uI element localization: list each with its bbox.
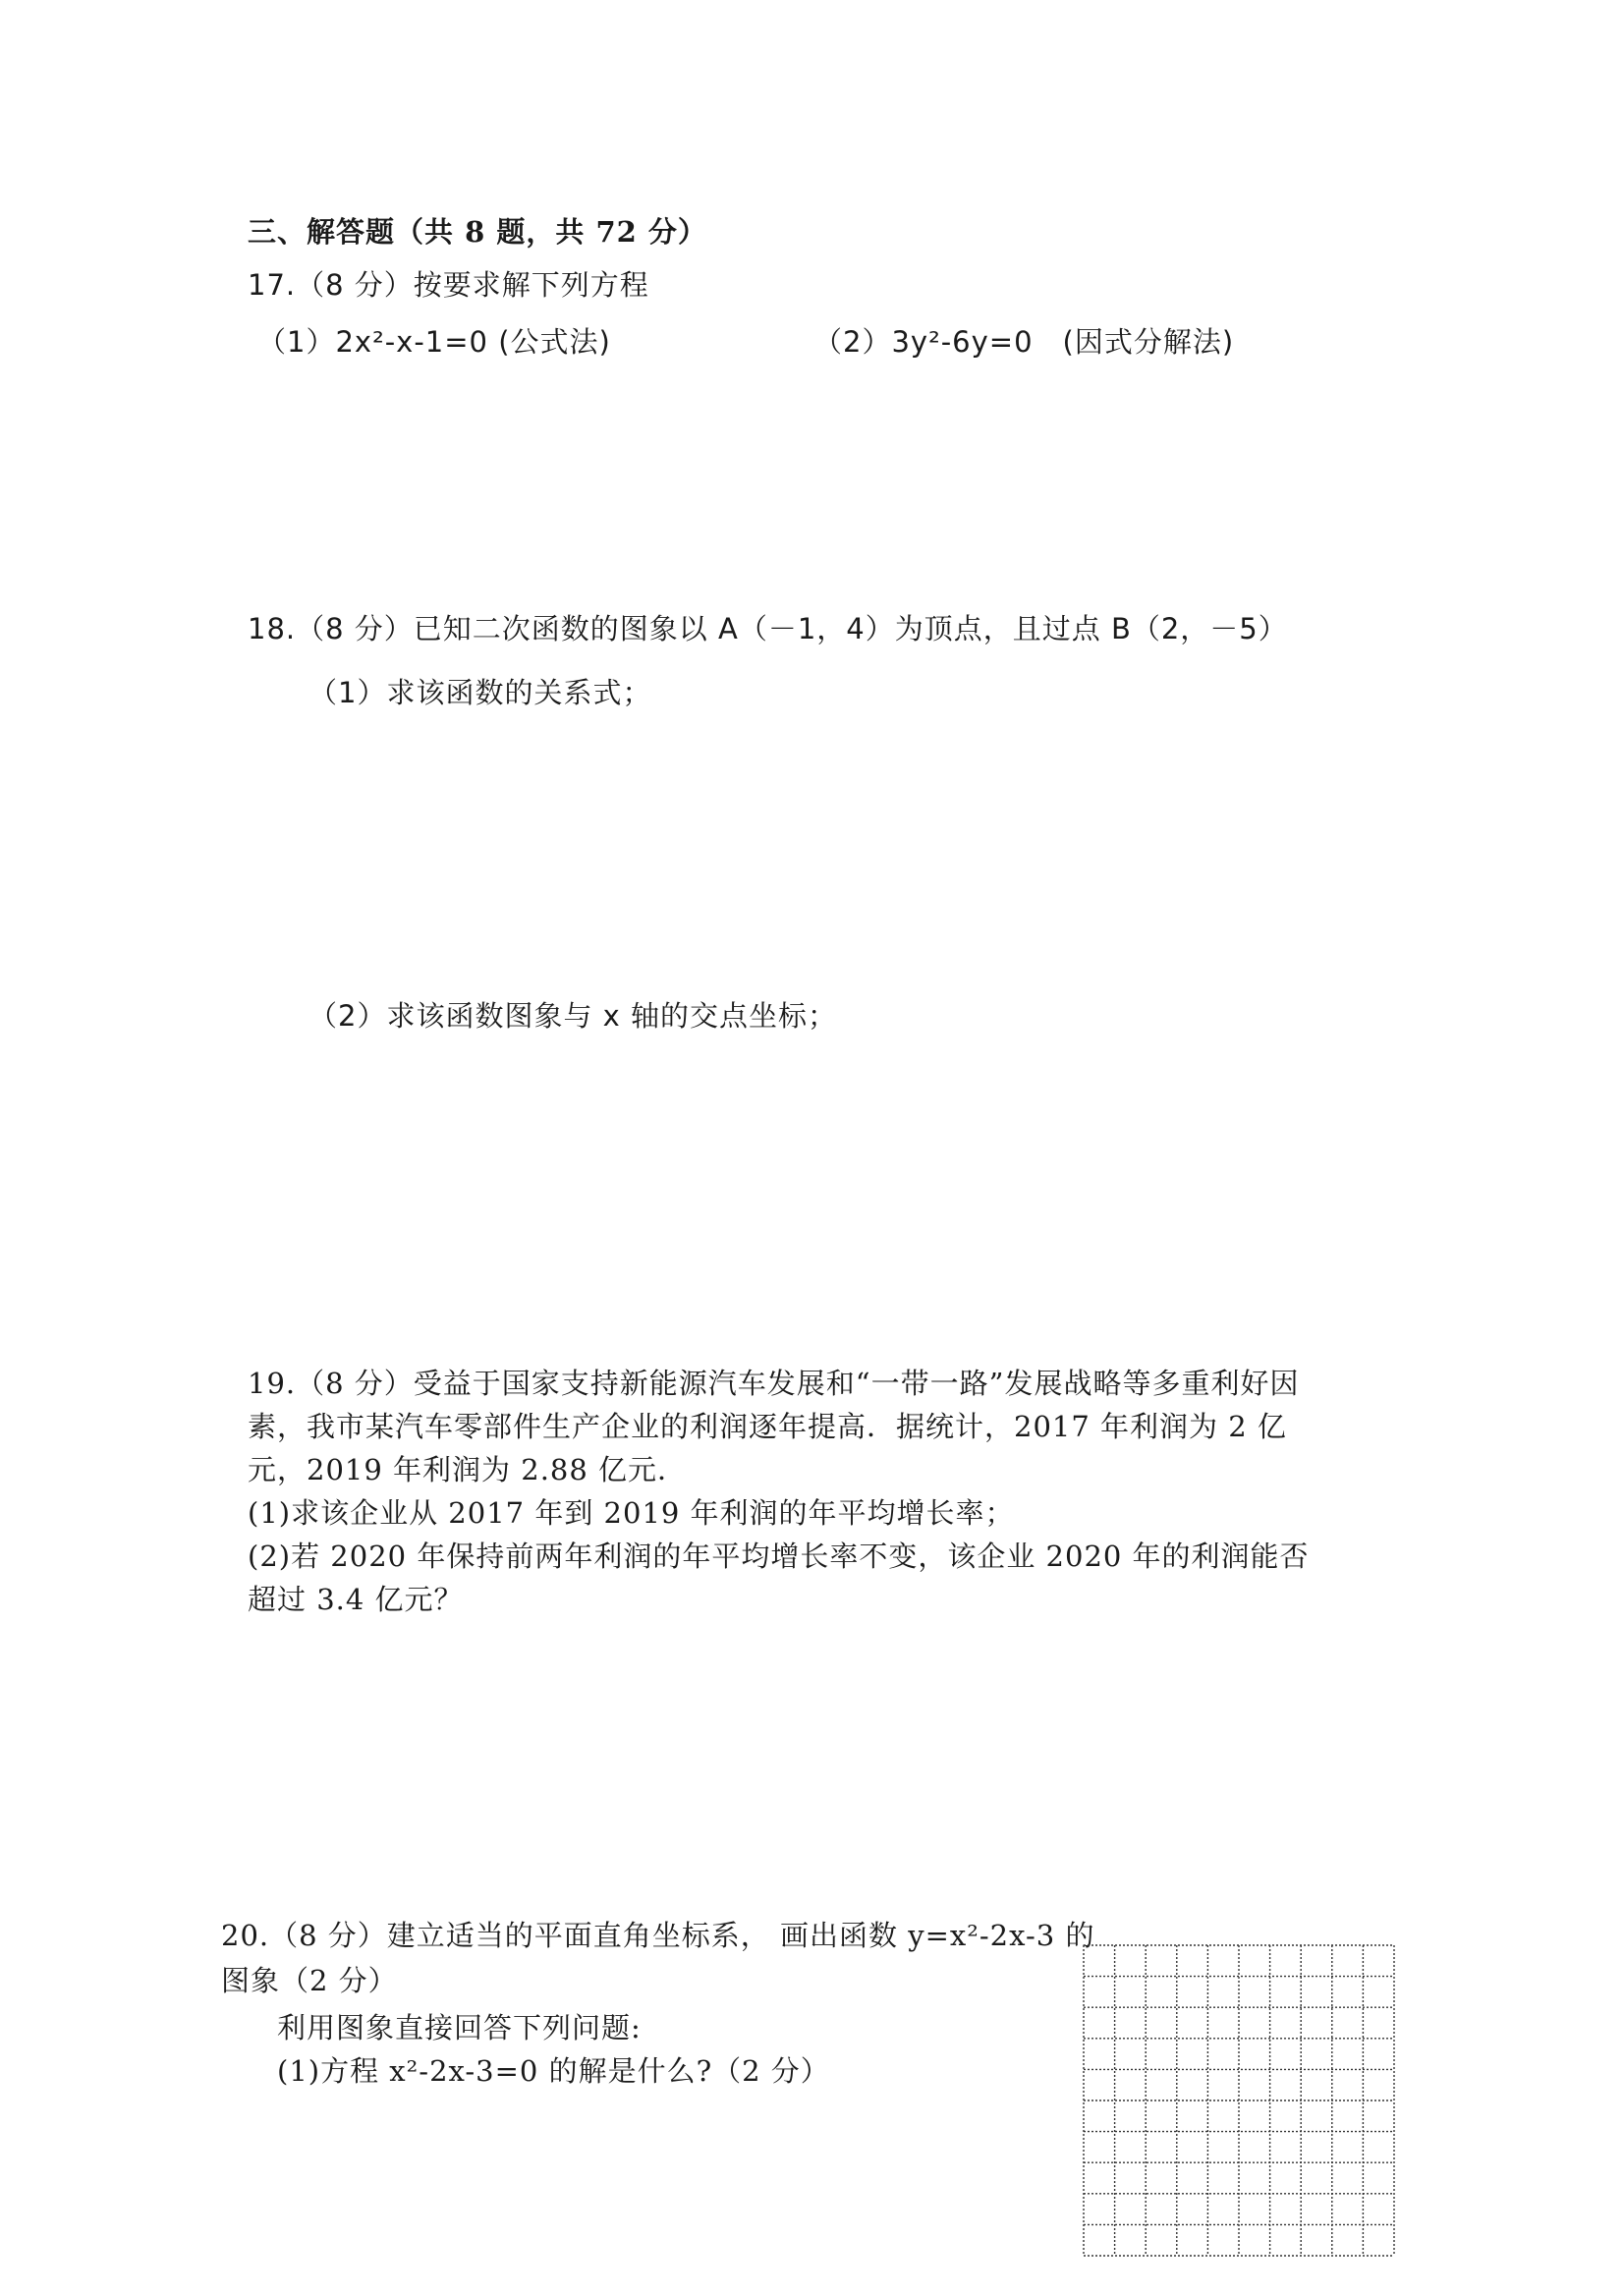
q19-part1: (1)求该企业从 2017 年到 2019 年利润的年平均增长率；	[248, 1496, 1015, 1530]
coordinate-grid[interactable]	[1083, 1944, 1395, 2257]
q19-line2: 素，我市某汽车零部件生产企业的利润逐年提高．据统计，2017 年利润为 2 亿	[248, 1410, 1287, 1443]
q18-part1: （1）求该函数的关系式；	[308, 676, 652, 709]
q17-part1: （1）2x²-x-1=0 (公式法)	[257, 325, 611, 359]
q20-part1: (1)方程 x²-2x-3=0 的解是什么?（2 分）	[277, 2054, 830, 2088]
q20-line2: 图象（2 分）	[221, 1964, 398, 1997]
q18-part2: （2）求该函数图象与 x 轴的交点坐标；	[308, 999, 838, 1033]
section-heading: 三、解答题（共 8 题，共 72 分）	[248, 215, 707, 249]
q20-line1: 20.（8 分）建立适当的平面直角坐标系， 画出函数 y=x²-2x-3 的	[221, 1919, 1095, 1952]
q17-part2: （2）3y²-6y=0 (因式分解法)	[813, 325, 1235, 359]
grid-svg	[1083, 1944, 1395, 2257]
q19-line1: 19.（8 分）受益于国家支持新能源汽车发展和“一带一路”发展战略等多重利好因	[248, 1367, 1300, 1400]
q18-title: 18.（8 分）已知二次函数的图象以 A（－1，4）为顶点，且过点 B（2，－5）	[248, 612, 1288, 645]
q19-part2-line2: 超过 3.4 亿元？	[248, 1583, 464, 1616]
q17-title: 17.（8 分）按要求解下列方程	[248, 268, 649, 302]
q19-line3: 元，2019 年利润为 2.88 亿元．	[248, 1453, 688, 1486]
q20-line3: 利用图象直接回答下列问题:	[277, 2011, 642, 2044]
q19-part2-line1: (2)若 2020 年保持前两年利润的年平均增长率不变，该企业 2020 年的利润能否	[248, 1540, 1310, 1573]
